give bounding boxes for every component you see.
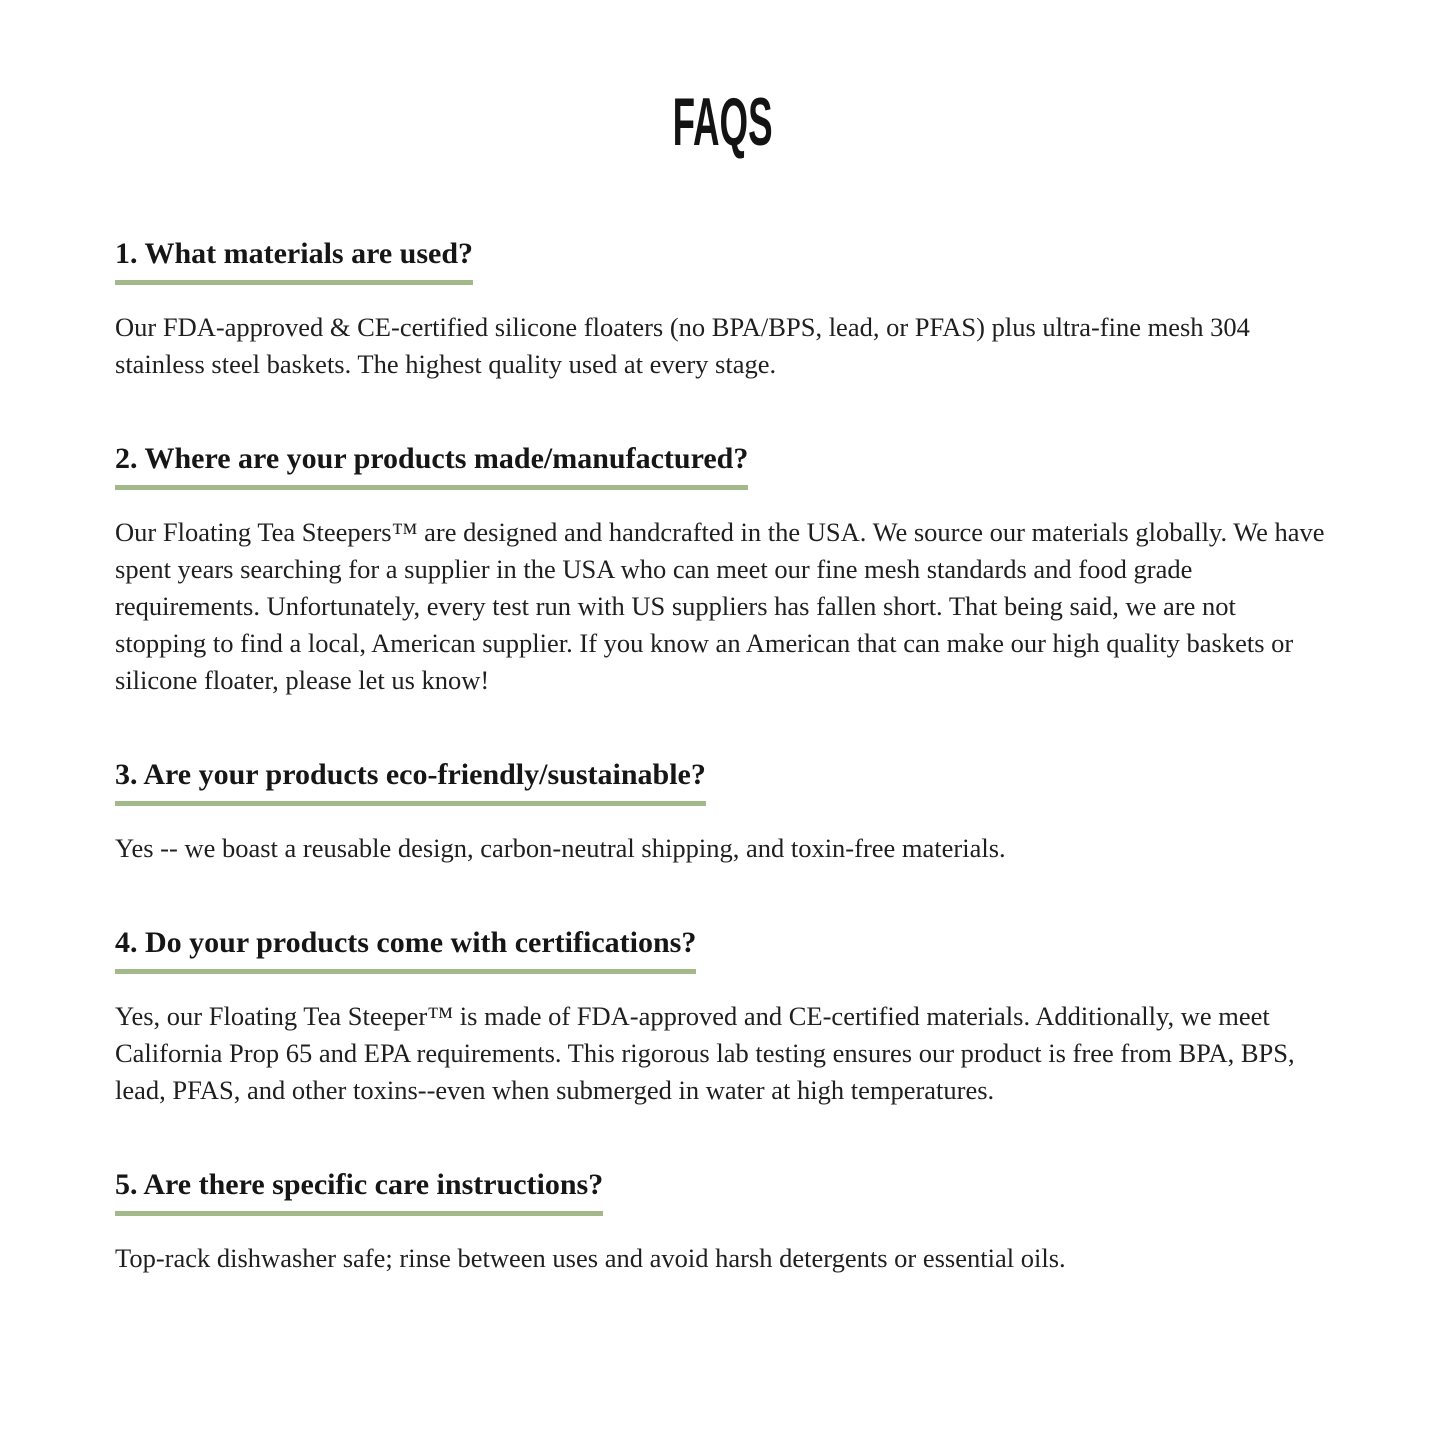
faq-answer-1: Our FDA-approved & CE-certified silicone floaters (no BPA/BPS, lead, or PFAS) plus ultra-fine mesh 304 stainless steel baskets. The highest quality used at every stage. xyxy=(115,312,1250,379)
faq-question-2 xyxy=(115,441,1330,490)
faq-question-4 xyxy=(115,925,1330,974)
faq-question-1 xyxy=(115,236,1330,285)
faq-item-2 xyxy=(115,441,1330,699)
faq-question-3 xyxy=(115,757,1330,806)
faq-item-3 xyxy=(115,757,1330,867)
faq-item-5 xyxy=(115,1167,1330,1277)
faq-question-4-text: 4. Do your products come with certifications? xyxy=(115,925,696,974)
faq-item-4 xyxy=(115,925,1330,1109)
faq-answer-2: Our Floating Tea Steepers™ are designed and handcrafted in the USA. We source our materials globally. We have spent years searching for a supplier in the USA who can meet our fine mesh standards and food grade requirements. Unfortunately, every test run with US suppliers has fallen short. That being said, we are not stopping to find a local, American supplier. If you know an American that can make our high quality baskets or silicone floater, please let us know! xyxy=(115,517,1325,695)
faq-question-3-text: 3. Are your products eco-friendly/sustainable? xyxy=(115,757,706,806)
faq-answer-3: Yes -- we boast a reusable design, carbon-neutral shipping, and toxin-free materials. xyxy=(115,833,1006,863)
faq-question-5-text: 5. Are there specific care instructions? xyxy=(115,1167,603,1216)
faq-item-1 xyxy=(115,236,1330,383)
faq-question-2-text: 2. Where are your products made/manufactured? xyxy=(115,441,748,490)
page-title xyxy=(115,84,1330,160)
faq-question-1-text: 1. What materials are used? xyxy=(115,236,473,285)
faq-answer-5: Top-rack dishwasher safe; rinse between uses and avoid harsh detergents or essential oils. xyxy=(115,1243,1066,1273)
page-title-text: FAQS xyxy=(672,84,773,160)
faq-question-5 xyxy=(115,1167,1330,1216)
faq-answer-4: Yes, our Floating Tea Steeper™ is made of FDA-approved and CE-certified materials. Additionally, we meet California Prop 65 and EPA requirements. This rigorous lab testing ensures our product is free from BPA, BPS, lead, PFAS, and other toxins--even when submerged in water at high temperatures. xyxy=(115,1001,1295,1105)
